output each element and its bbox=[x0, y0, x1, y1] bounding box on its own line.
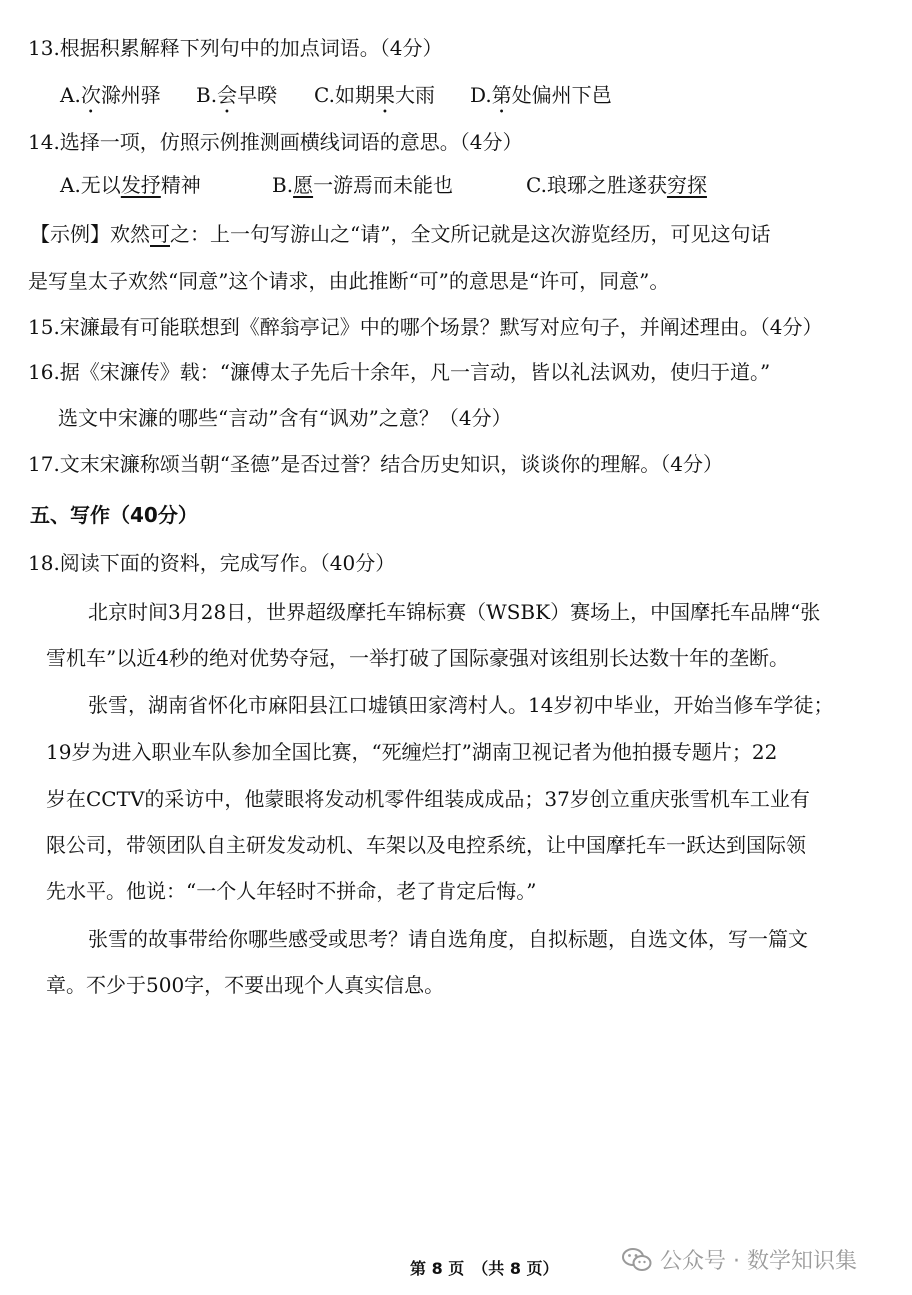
q14-a-underlined-word: 发抒 bbox=[120, 173, 161, 197]
q13-stem: 13.根据积累解释下列句中的加点词语。（4分） bbox=[28, 36, 443, 60]
page-footer: 第 8 页 （共 8 页） bbox=[410, 1259, 559, 1278]
q13-d-dotted-word: 第 bbox=[491, 83, 512, 107]
q13-c-dotted-word: 果 bbox=[374, 83, 395, 107]
q13-option-d: D.第处偏州下邑 bbox=[470, 83, 612, 107]
q14-b-underlined-word: 愿 bbox=[293, 173, 314, 197]
q14-c-underlined-word: 穷探 bbox=[666, 173, 707, 197]
q14-option-b: B.愿一游焉而未能也 bbox=[272, 173, 454, 197]
q13-b-dotted-word: 会 bbox=[217, 83, 238, 107]
wechat-icon bbox=[622, 1247, 652, 1273]
q13-a-dotted-word: 次 bbox=[80, 83, 101, 107]
q13-option-c: C.如期果大雨 bbox=[314, 83, 435, 107]
q18-para2-line2: 19岁为进入职业车队参加全国比赛，“死缠烂打”湖南卫视记者为他拍摄专题片；22 bbox=[46, 740, 778, 764]
q15-text: 15.宋濂最有可能联想到《醉翁亭记》中的哪个场景？默写对应句子，并阐述理由。（4分） bbox=[28, 315, 823, 339]
q13-option-b: B.会早暌 bbox=[196, 83, 278, 107]
q14-option-a: A.无以发抒精神 bbox=[60, 173, 201, 197]
q14-stem: 14.选择一项，仿照示例推测画横线词语的意思。（4分） bbox=[28, 130, 523, 154]
q18-para1-line1: 北京时间3月28日，世界超级摩托车锦标赛（WSBK）赛场上，中国摩托车品牌“张 bbox=[88, 600, 821, 624]
q14-example-line2: 是写皇太子欢然“同意”这个请求，由此推断“可”的意思是“许可，同意”。 bbox=[28, 269, 670, 293]
q18-para2-line4: 限公司，带领团队自主研发发动机、车架以及电控系统，让中国摩托车一跃达到国际领 bbox=[46, 833, 806, 857]
q18-para3-line1: 张雪的故事带给你哪些感受或思考？请自选角度，自拟标题，自选文体，写一篇文 bbox=[88, 927, 808, 951]
q16-line1: 16.据《宋濂传》载：“濂傅太子先后十余年，凡一言动，皆以礼法讽劝，使归于道。” bbox=[28, 360, 771, 384]
q18-stem: 18.阅读下面的资料，完成写作。（40分） bbox=[28, 551, 396, 575]
q16-line2: 选文中宋濂的哪些“言动”含有“讽劝”之意？（4分） bbox=[58, 406, 512, 430]
q18-para2-line3: 岁在CCTV的采访中，他蒙眼将发动机零件组装成成品；37岁创立重庆张雪机车工业有 bbox=[46, 787, 810, 811]
q17-text: 17.文末宋濂称颂当朝“圣德”是否过誉？结合历史知识，谈谈你的理解。（4分） bbox=[28, 452, 723, 476]
q13-option-a: A.次滁州驿 bbox=[60, 83, 161, 107]
section-title-writing: 五、写作（40分） bbox=[30, 503, 198, 527]
watermark bbox=[622, 1244, 857, 1275]
watermark-text: 公众号 · 数学知识集 bbox=[660, 1249, 857, 1274]
q18-para1-line2: 雪机车”以近4秒的绝对优势夺冠，一举打破了国际豪强对该组别长达数十年的垄断。 bbox=[46, 646, 789, 670]
q14-example-underlined-word: 可 bbox=[150, 222, 170, 246]
q14-example-line1: 【示例】欢然可之：上一句写游山之“请”，全文所记就是这次游览经历，可见这句话 bbox=[30, 222, 771, 246]
q18-para2-line5: 先水平。他说：“一个人年轻时不拼命，老了肯定后悔。” bbox=[46, 879, 537, 903]
q14-option-c: C.琅琊之胜遂获穷探 bbox=[526, 173, 707, 197]
q18-para2-line1: 张雪，湖南省怀化市麻阳县江口墟镇田家湾村人。14岁初中毕业，开始当修车学徒； bbox=[88, 693, 834, 717]
q18-para3-line2: 章。不少于500字，不要出现个人真实信息。 bbox=[46, 973, 445, 997]
